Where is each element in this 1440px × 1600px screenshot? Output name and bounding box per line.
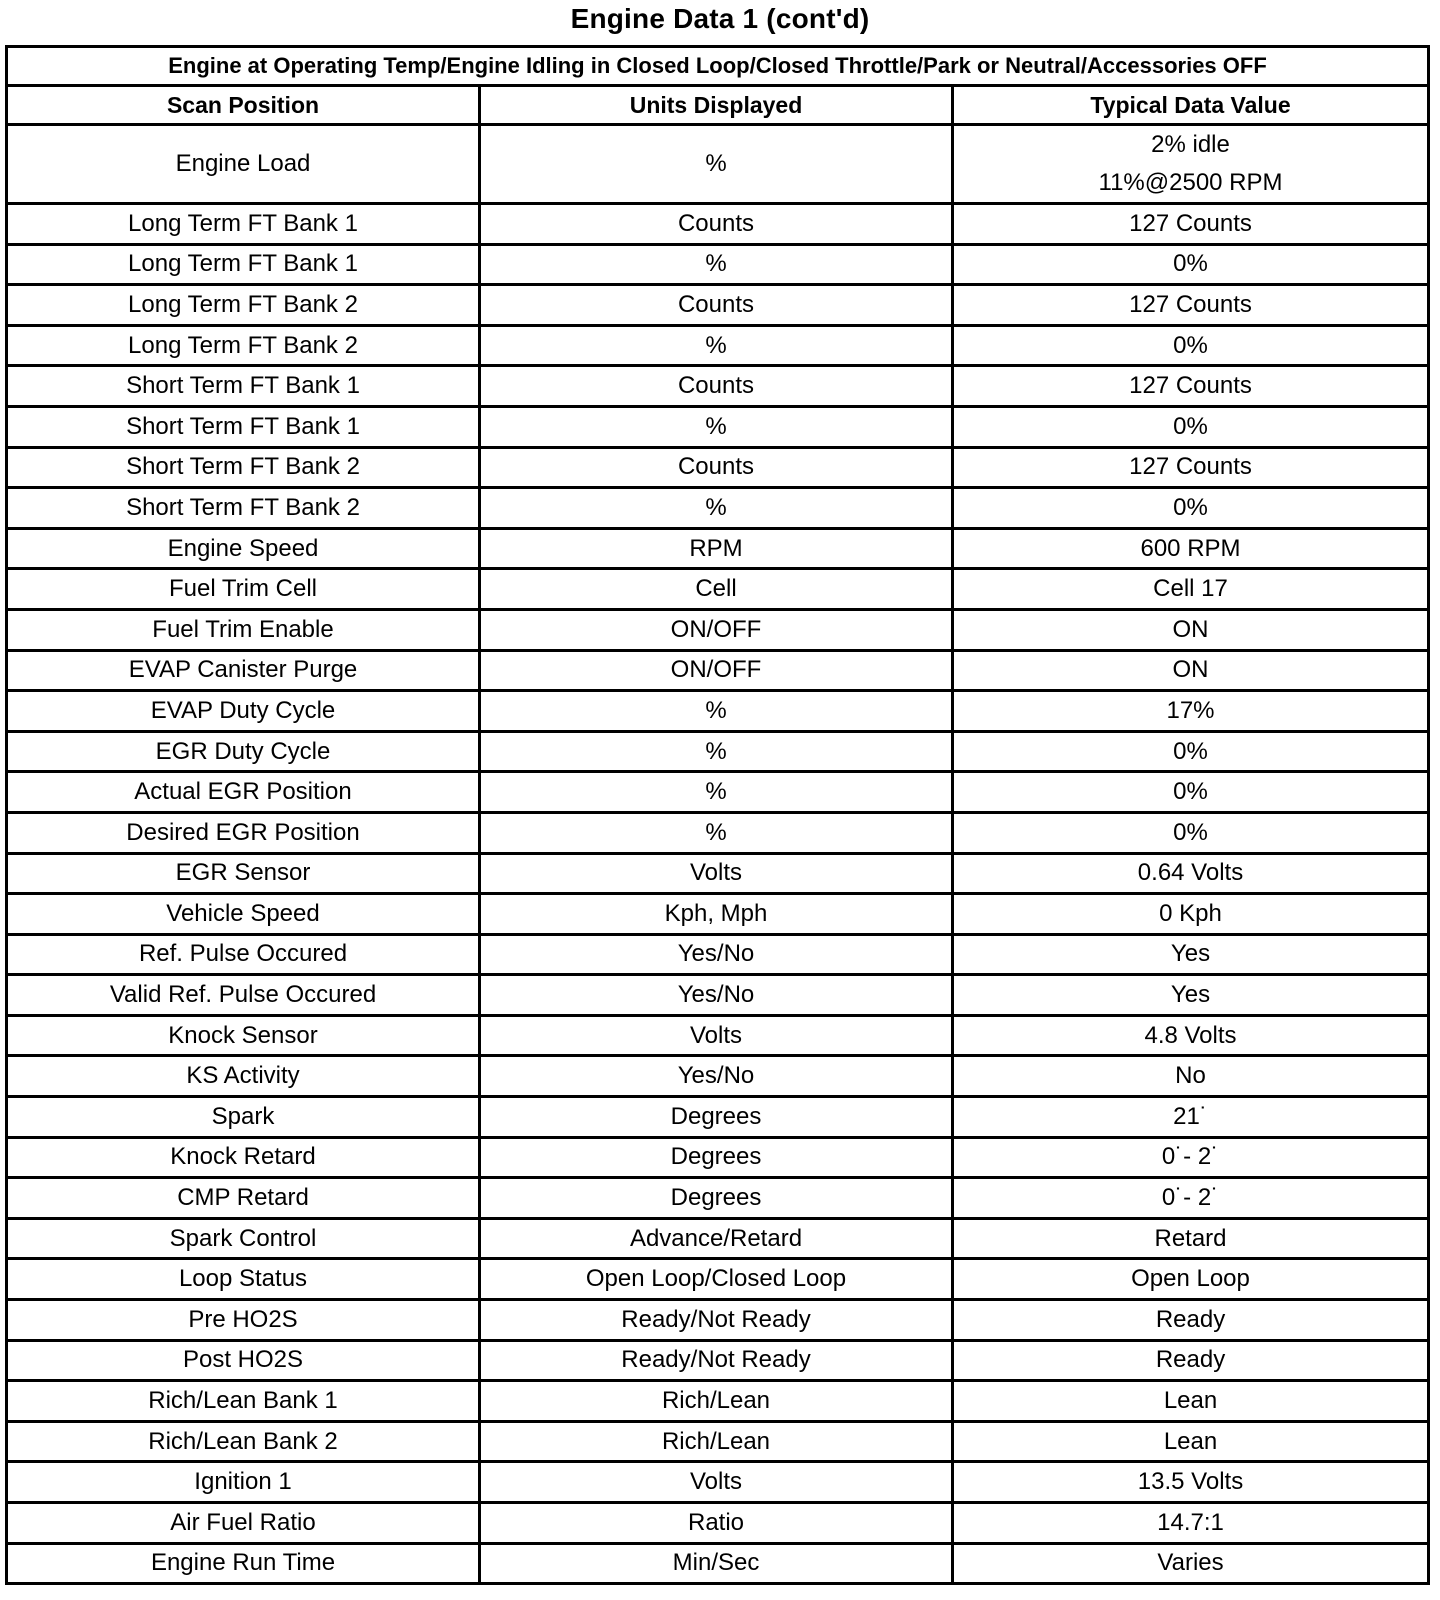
units-displayed-cell: Counts xyxy=(480,285,953,326)
table-row xyxy=(7,406,1429,447)
table-row xyxy=(7,812,1429,853)
table-row xyxy=(7,1543,1429,1584)
units-displayed-cell: Volts xyxy=(480,1462,953,1503)
table-row xyxy=(7,1300,1429,1341)
table-row xyxy=(7,325,1429,366)
table-row xyxy=(7,1015,1429,1056)
units-displayed-cell: Degrees xyxy=(480,1178,953,1219)
scan-position-cell: Air Fuel Ratio xyxy=(7,1503,480,1544)
condition-header: Engine at Operating Temp/Engine Idling in Closed Loop/Closed Throttle/Park or Neutral/Accessories OFF xyxy=(7,47,1429,86)
table-row xyxy=(7,853,1429,894)
units-displayed-cell: % xyxy=(480,325,953,366)
column-header-units-displayed: Units Displayed xyxy=(480,86,953,125)
typical-data-value-cell: 21˙ xyxy=(953,1097,1429,1138)
table-row xyxy=(7,1462,1429,1503)
table-row xyxy=(7,1259,1429,1300)
typical-data-value-cell: 0% xyxy=(953,406,1429,447)
table-row xyxy=(7,1381,1429,1422)
scan-position-cell: Short Term FT Bank 1 xyxy=(7,406,480,447)
table-row xyxy=(7,244,1429,285)
table-row xyxy=(7,691,1429,732)
typical-data-value-cell: Varies xyxy=(953,1543,1429,1584)
units-displayed-cell: Rich/Lean xyxy=(480,1381,953,1422)
units-displayed-cell: Kph, Mph xyxy=(480,894,953,935)
typical-data-value-cell: ON xyxy=(953,609,1429,650)
typical-data-value-cell: 127 Counts xyxy=(953,447,1429,488)
scan-position-cell: Ref. Pulse Occured xyxy=(7,934,480,975)
page-title: Engine Data 1 (cont'd) xyxy=(570,3,870,34)
typical-data-value-cell: Ready xyxy=(953,1300,1429,1341)
units-displayed-cell: Volts xyxy=(480,1015,953,1056)
scan-position-cell: Engine Run Time xyxy=(7,1543,480,1584)
scan-position-cell: Desired EGR Position xyxy=(7,812,480,853)
scan-position-cell: Rich/Lean Bank 2 xyxy=(7,1421,480,1462)
units-displayed-cell: ON/OFF xyxy=(480,650,953,691)
typical-data-value-cell: 0˙- 2˙ xyxy=(953,1178,1429,1219)
scan-position-cell: EGR Sensor xyxy=(7,853,480,894)
typical-data-value-cell: Yes xyxy=(953,934,1429,975)
typical-data-value-cell: 0% xyxy=(953,325,1429,366)
column-header-typical-data-value: Typical Data Value xyxy=(953,86,1429,125)
typical-data-value-cell: 0.64 Volts xyxy=(953,853,1429,894)
units-displayed-cell: Degrees xyxy=(480,1097,953,1138)
units-displayed-cell: Cell xyxy=(480,569,953,610)
scan-position-cell: CMP Retard xyxy=(7,1178,480,1219)
units-displayed-cell: Counts xyxy=(480,366,953,407)
scan-position-cell: Short Term FT Bank 2 xyxy=(7,447,480,488)
table-row xyxy=(7,772,1429,813)
units-displayed-cell: % xyxy=(480,488,953,529)
units-displayed-cell: % xyxy=(480,772,953,813)
scan-position-cell: Fuel Trim Cell xyxy=(7,569,480,610)
column-header-scan-position: Scan Position xyxy=(7,86,480,125)
scan-position-cell: Spark Control xyxy=(7,1218,480,1259)
engine-data-table xyxy=(5,45,1430,1585)
units-displayed-cell: % xyxy=(480,691,953,732)
typical-data-value-cell: 0˙- 2˙ xyxy=(953,1137,1429,1178)
typical-data-value-cell: 600 RPM xyxy=(953,528,1429,569)
typical-data-value-cell: 0 Kph xyxy=(953,894,1429,935)
typical-data-value-cell: Open Loop xyxy=(953,1259,1429,1300)
typical-data-value-cell: 13.5 Volts xyxy=(953,1462,1429,1503)
typical-data-value-cell: No xyxy=(953,1056,1429,1097)
units-displayed-cell: % xyxy=(480,125,953,204)
typical-data-value-cell: Lean xyxy=(953,1421,1429,1462)
units-displayed-cell: RPM xyxy=(480,528,953,569)
table-row xyxy=(7,1340,1429,1381)
table-row xyxy=(7,609,1429,650)
scan-position-cell: KS Activity xyxy=(7,1056,480,1097)
table-row xyxy=(7,569,1429,610)
units-displayed-cell: Yes/No xyxy=(480,934,953,975)
scan-position-cell: Valid Ref. Pulse Occured xyxy=(7,975,480,1016)
scan-position-cell: Long Term FT Bank 1 xyxy=(7,204,480,245)
scan-position-cell: EVAP Duty Cycle xyxy=(7,691,480,732)
typical-data-value-line: 11%@2500 RPM xyxy=(1098,169,1283,196)
table-row xyxy=(7,447,1429,488)
scan-position-cell: Short Term FT Bank 1 xyxy=(7,366,480,407)
table-row xyxy=(7,285,1429,326)
typical-data-value-cell: 127 Counts xyxy=(953,204,1429,245)
typical-data-value-cell: 127 Counts xyxy=(953,366,1429,407)
typical-data-value-cell: 0% xyxy=(953,812,1429,853)
scan-position-cell: Knock Retard xyxy=(7,1137,480,1178)
condition-row xyxy=(7,47,1429,86)
scan-position-cell: Loop Status xyxy=(7,1259,480,1300)
table-row xyxy=(7,488,1429,529)
table-row xyxy=(7,650,1429,691)
units-displayed-cell: Rich/Lean xyxy=(480,1421,953,1462)
scan-position-cell: Fuel Trim Enable xyxy=(7,609,480,650)
scan-position-cell: Spark xyxy=(7,1097,480,1138)
typical-data-value-cell: Lean xyxy=(953,1381,1429,1422)
scan-position-cell: Actual EGR Position xyxy=(7,772,480,813)
scan-position-cell: Pre HO2S xyxy=(7,1300,480,1341)
scan-position-cell: Engine Speed xyxy=(7,528,480,569)
units-displayed-cell: Degrees xyxy=(480,1137,953,1178)
typical-data-value-cell: 14.7:1 xyxy=(953,1503,1429,1544)
units-displayed-cell: ON/OFF xyxy=(480,609,953,650)
typical-data-value-cell: Yes xyxy=(953,975,1429,1016)
column-header-row xyxy=(7,86,1429,125)
scan-position-cell: Vehicle Speed xyxy=(7,894,480,935)
typical-data-value-cell: 17% xyxy=(953,691,1429,732)
scan-position-cell: Long Term FT Bank 2 xyxy=(7,285,480,326)
units-displayed-cell: % xyxy=(480,812,953,853)
units-displayed-cell: Min/Sec xyxy=(480,1543,953,1584)
typical-data-value-cell: 0% xyxy=(953,244,1429,285)
table-row xyxy=(7,204,1429,245)
units-displayed-cell: Ratio xyxy=(480,1503,953,1544)
scan-position-cell: EVAP Canister Purge xyxy=(7,650,480,691)
units-displayed-cell: Ready/Not Ready xyxy=(480,1340,953,1381)
table-row xyxy=(7,125,1429,204)
table-row xyxy=(7,1137,1429,1178)
typical-data-value-cell: 0% xyxy=(953,772,1429,813)
units-displayed-cell: Counts xyxy=(480,447,953,488)
units-displayed-cell: Advance/Retard xyxy=(480,1218,953,1259)
table-row xyxy=(7,975,1429,1016)
typical-data-value-line: 2% idle xyxy=(1151,131,1230,158)
units-displayed-cell: Volts xyxy=(480,853,953,894)
units-displayed-cell: % xyxy=(480,731,953,772)
typical-data-value-cell: Ready xyxy=(953,1340,1429,1381)
typical-data-value-cell: 127 Counts xyxy=(953,285,1429,326)
scan-position-cell: Engine Load xyxy=(7,125,480,204)
scan-position-cell: Knock Sensor xyxy=(7,1015,480,1056)
typical-data-value-cell: 0% xyxy=(953,731,1429,772)
units-displayed-cell: Yes/No xyxy=(480,1056,953,1097)
scan-position-cell: Short Term FT Bank 2 xyxy=(7,488,480,529)
typical-data-value-cell: ON xyxy=(953,650,1429,691)
table-row xyxy=(7,1178,1429,1219)
scan-position-cell: Long Term FT Bank 1 xyxy=(7,244,480,285)
table-row xyxy=(7,1503,1429,1544)
scan-position-cell: Rich/Lean Bank 1 xyxy=(7,1381,480,1422)
typical-data-value-cell: Retard xyxy=(953,1218,1429,1259)
scan-position-cell: EGR Duty Cycle xyxy=(7,731,480,772)
units-displayed-cell: Ready/Not Ready xyxy=(480,1300,953,1341)
typical-data-value-cell xyxy=(953,125,1429,204)
table-row xyxy=(7,934,1429,975)
typical-data-value-cell: 0% xyxy=(953,488,1429,529)
typical-data-value-cell: Cell 17 xyxy=(953,569,1429,610)
units-displayed-cell: Counts xyxy=(480,204,953,245)
table-row xyxy=(7,1421,1429,1462)
table-row xyxy=(7,366,1429,407)
units-displayed-cell: Open Loop/Closed Loop xyxy=(480,1259,953,1300)
units-displayed-cell: % xyxy=(480,406,953,447)
table-row xyxy=(7,1097,1429,1138)
table-body xyxy=(7,125,1429,1584)
units-displayed-cell: % xyxy=(480,244,953,285)
table-row xyxy=(7,894,1429,935)
table-row xyxy=(7,731,1429,772)
table-row xyxy=(7,528,1429,569)
scan-position-cell: Ignition 1 xyxy=(7,1462,480,1503)
scan-position-cell: Long Term FT Bank 2 xyxy=(7,325,480,366)
scan-position-cell: Post HO2S xyxy=(7,1340,480,1381)
table-row xyxy=(7,1056,1429,1097)
table-row xyxy=(7,1218,1429,1259)
typical-data-value-cell: 4.8 Volts xyxy=(953,1015,1429,1056)
units-displayed-cell: Yes/No xyxy=(480,975,953,1016)
